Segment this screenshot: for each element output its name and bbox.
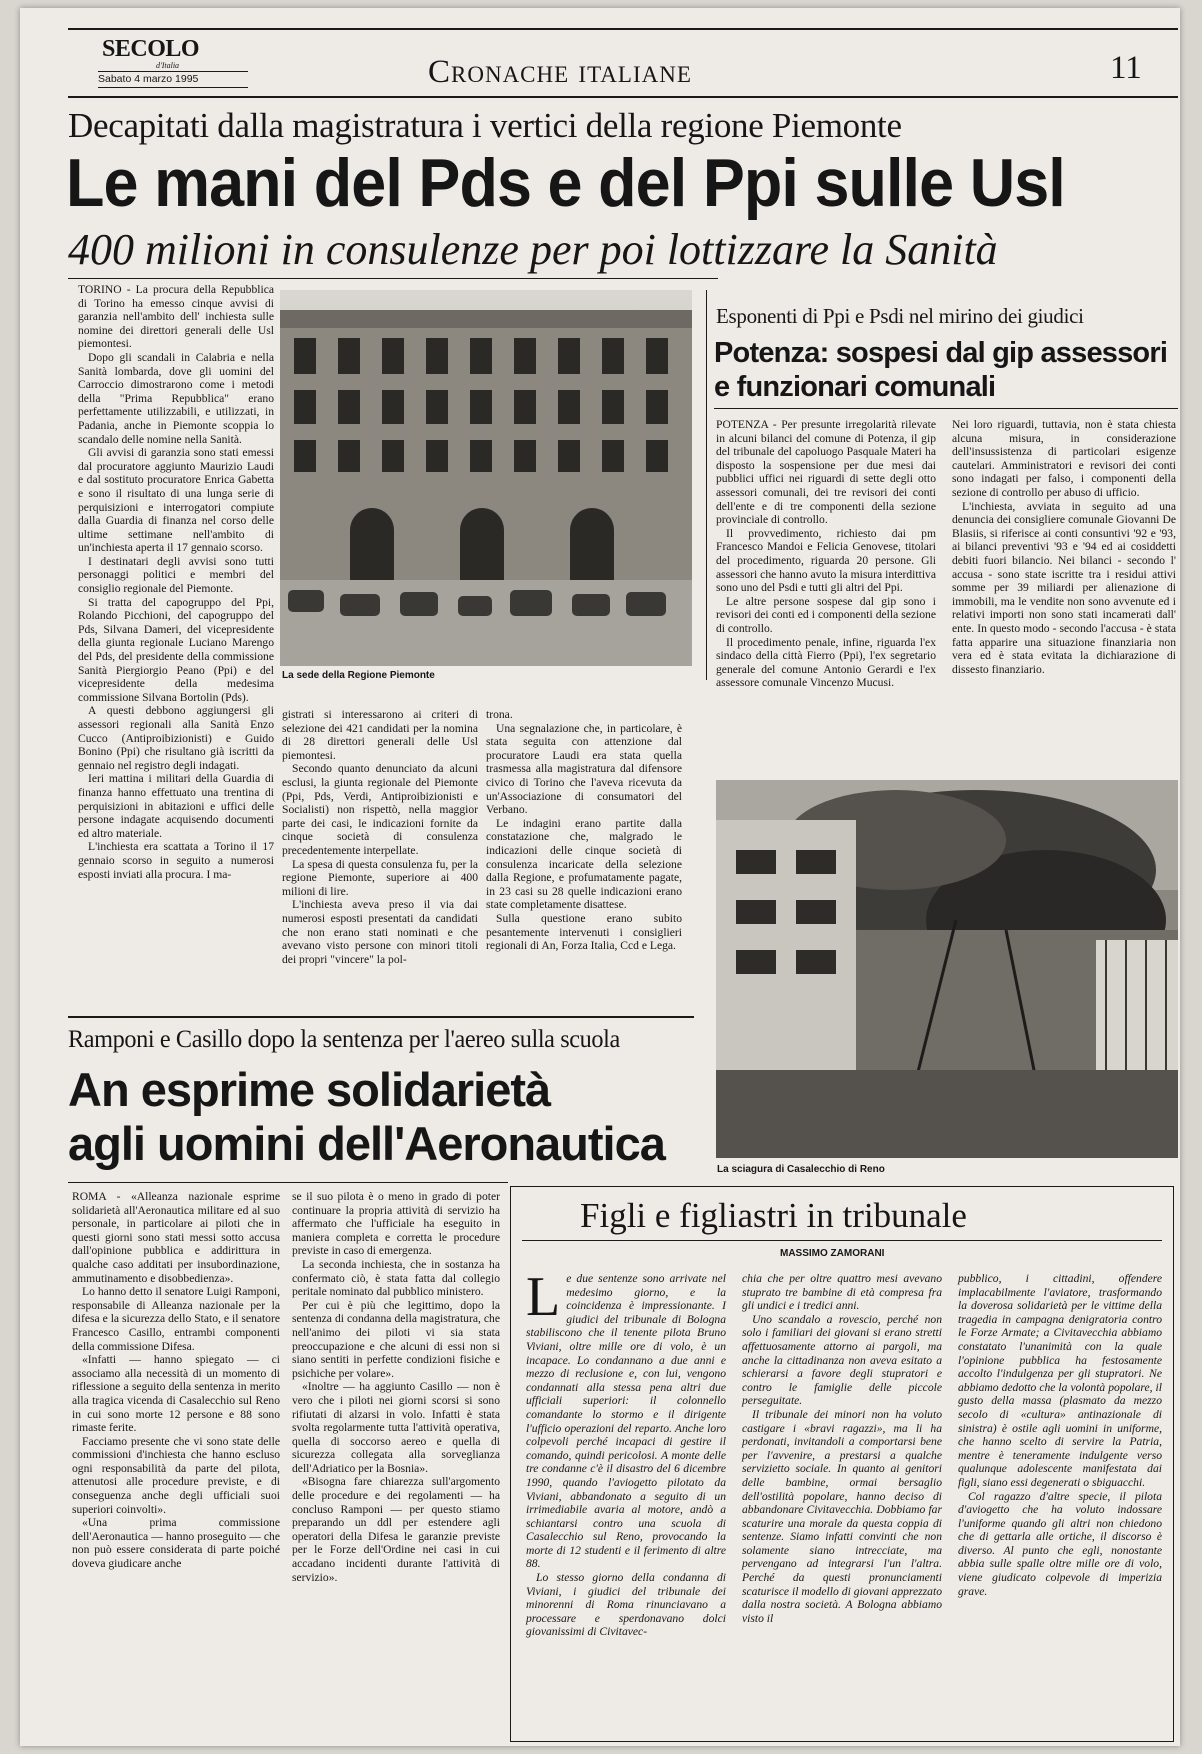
section-title: Cronache italiane	[428, 54, 692, 90]
page-number: 11	[1110, 50, 1142, 86]
lead-subhead: 400 milioni in consulenze per poi lottizzare la Sanità	[68, 225, 998, 274]
an-column-2: se il suo pilota è o meno in grado di poter continuare la propria attività di servizio ha affermato che l'ufficiale ha eseguito in maniera completa e corretta le procedure previste in caso di emergenza. La seconda inchiesta, che in sostanza ha confermato ciò, è stata fatta dal collegio peritale nominato dal pubblico ministero. Per cui è più che legittimo, dopo la sentenza di condanna della magistratura, che nell'animo dei piloti vi sia stata preoccupazione e che alcuni di essi non si siano sentiti in perfette condizioni fisiche e psichiche per volare». «Inoltre — ha aggiunto Casillo — non è vero che i piloti nei giorni scorsi si sono rifiutati di alzarsi in volo. Infatti è stata svolta regolarmente tutta l'attività operativa, quella di soccorso aereo e quella di sicurezza collegata alla sorveglianza dell'Adriatico per la Bosnia». «Bisogna fare chiarezza sull'argomento delle procedure e dei regolamenti — ha concluso Ramponi — per questo stiamo preparando un ddl per estendere agli operatori della Difesa le garanzie previste per le Forze dell'Ordine nei casi in cui accadano incidenti durante l'attività di servizio».	[292, 1190, 500, 1584]
an-headline-line1: An esprime solidarietà	[68, 1063, 551, 1116]
an-kicker: Ramponi e Casillo dopo la sentenza per l'aereo sulla scuola	[68, 1026, 620, 1053]
an-headline-line2: agli uomini dell'Aeronautica	[68, 1117, 665, 1170]
potenza-column-1: POTENZA - Per presunte irregolarità rilevate in alcuni bilanci del comune di Potenza, il gip del tribunale del capoluogo Pasquale Materi ha disposto la sospensione per due mesi dai pubblici uffici nei riguardi di sette degli otto assessori comunali, dei tre revisori dei conti dell'ente e di tre componenti della sezione provinciale di controllo. Il provvedimento, richiesto dai pm Francesco Mandoi e Felicia Genovese, titolari del procedimento, riguarda 20 persone. Gli assessori che hanno avuto la misura interdittiva sono uno del Psdi e tutti gli altri del Ppi. Le altre persone sospese dal gip sono i revisori dei conti ed i componenti della sezione di controllo. Il procedimento penale, infine, riguarda l'ex sindaco della città Fierro (Ppi), l'ex segretario generale del comune Antonio Gerardi e l'ex assessore comunale Vincenzo Mucusi.	[716, 418, 936, 690]
casalecchio-fire-photo	[716, 780, 1178, 1158]
editorial-column-3: pubblico, i cittadini, offendere implacabilmente l'aviatore, trasformando la doverosa solidarietà per le vittime della tragedia in campagna denigratoria contro le Forze Armate; a Civitavecchia abbiamo constatato l'unanimità con la quale l'opinione pubblica ha festosamente accolto l'indulgenza per gli stupratori. Ne abbiamo dedotto che la volontà popolare, il gusto della massa (plasmato da mezzo secolo di «cultura» antinazionale di sinistra) è ostile agli uomini in uniforme, che hanno scelto di servire la Patria, mentre è teneramente indulgente verso qualunque adolescente manifestata dai figli, siano essi degenerati o sbiguacchi. Col ragazzo d'altre specie, il pilota d'aviogetto che ha voluto indossare l'uniforme quando gli altri non chiedono che di gettarla alle ortiche, il discorso è diverso. Al punto che egli, nonostante abbia sulle spalle oltre mille ore di volo, viene giudicato colpevole di imperizia grave.	[958, 1272, 1162, 1598]
potenza-kicker: Esponenti di Ppi e Psdi nel mirino dei giudici	[716, 304, 1084, 328]
editorial-dropcap: L	[526, 1266, 561, 1328]
masthead-logo: SECOLO	[102, 36, 200, 62]
masthead-logo-sub: d'Italia	[156, 61, 180, 70]
editorial-author: MASSIMO ZAMORANI	[780, 1248, 885, 1259]
lead-column-3: trona. Una segnalazione che, in particolare, è stata seguita con attenzione dal procuratore Laudi era stata quella trasmessa alla magistratura dal difensore civico di Torino che l'aveva ricevuta da un'Associazione di consumatori del Verbano. Le indagini erano partite dalla constatazione che, malgrado le indicazioni delle cinque società di consulenza incaricate della selezione dalla Regione, e profumatamente pagate, in 23 casi su 28 quelle indicazioni erano state completamente disattese. Sulla questione erano subito pesantemente intervenuti i consiglieri regionali di An, Forza Italia, Ccd e Lega.	[486, 708, 682, 953]
lead-column-2: gistrati si interessarono ai criteri di selezione dei 421 candidati per la nomina di 28 direttori generali delle Usl piemontesi. Secondo quanto denunciato da alcuni esclusi, la giunta regionale del Piemonte (Ppi, Pds, Verdi, Antiproibizionisti e Socialisti) non rispettò, nella maggior parte dei casi, le indicazioni fornite da cinque società di consulenza precedentemente interpellate. La spesa di questa consulenza fu, per la regione Piemonte, superiore ai 400 milioni di lire. L'inchiesta aveva preso il via dai numerosi esposti presentati da candidati che non erano stati nominati e che avevano visto persone con minori titoli dei propri "vincere" la pol-	[282, 708, 478, 966]
editorial-column-2: chia che per oltre quattro mesi avevano stuprato tre bambine di età compresa fra gli undici e i tredici anni. Uno scandalo a rovescio, perché non solo i familiari dei giovani si erano stretti affettuosamente attorno ai pargoli, ma anche la cittadinanza non aveva esitato a schierarsi a favore degli stupratori e contro le famiglie delle piccole perseguitate. Il tribunale dei minori non ha voluto castigare i «bravi ragazzi», ma li ha perdonati, invitandoli a comportarsi bene per l'avvenire, a prestarsi a qualche servizietto sociale. In quanto ai genitori delle bambine, ormai bersaglio dell'ostilità popolare, hanno deciso di abbandonare Civitavecchia. Dobbiamo far scaturire una morale da questa coppia di sentenze. Siamo infatti convinti che non solamente siano intrecciate, ma pervengano ad integrarsi l'un l'altra. Perché da questi pronunciamenti scaturisce il modello di giovani apprezzato dalla nostra società. A Bologna abbiamo visto il	[742, 1272, 942, 1625]
newspaper-page	[20, 8, 1180, 1746]
masthead-date: Sabato 4 marzo 1995	[98, 73, 199, 85]
lead-photo-caption: La sede della Regione Piemonte	[282, 670, 435, 681]
regione-piemonte-photo	[280, 290, 692, 666]
editorial-title: Figli e figliastri in tribunale	[580, 1196, 967, 1235]
an-column-1: ROMA - «Alleanza nazionale esprime solidarietà all'Aeronautica militare ed al suo personale, in particolare ai piloti che in questi giorni sono stati messi sotto accusa dall'opinione pubblica e addirittura in qualche caso additati per insubordinazione, ammutinamento e disobbedienza». Lo hanno detto il senatore Luigi Ramponi, responsabile di Alleanza nazionale per la difesa e la sicurezza dello Stato, e il senatore Francesco Casillo, entrambi componenti della commissione Difesa. «Infatti — hanno spiegato — ci associamo alla necessità di un momento di riflessione a seguito della sentenza in merito alla tragica vicenda di Casalecchio sul Reno in cui sono morte 12 persone e 88 sono rimaste ferite. Facciamo presente che vi sono state delle commissioni d'inchiesta che hanno escluso ogni responsabilità da parte del pilota, attenutosi alle procedure previste, e di conseguenza anche degli ufficiali suoi superiori coinvolti». «Una prima commissione dell'Aeronautica — hanno proseguito — che non può essere considerata di parte poiché doveva giudicare anche	[72, 1190, 280, 1571]
potenza-column-2: Nei loro riguardi, tuttavia, non è stata chiesta alcuna misura, in considerazione dell'insussistenza di particolari esigenze cautelari. Amministratori e revisori dei conti sono indagati per falso, i componenti della sezione di controllo per abuso di ufficio. L'inchiesta, avviata in seguito ad una denuncia dei consigliere comunale Giovanni De Blasiis, si riferisce ai conti consuntivi '92 e '93, ai bilanci preventivi '93 e '94 ed ai cosiddetti debiti fuori bilancio. Nei bilanci - secondo l' accusa - sono state iscritte tra i residui attivi somme per 39 miliardi per alienazione di immobili, ma le vendite non sono avvenute ed i relativi importi non sono stati incamerati dall' ente. In questo modo - secondo l'accusa - è stata fatta apparire una situazione finanziaria non vera ed è stata evitata la dichiarazione di dissesto finanziario.	[952, 418, 1176, 676]
editorial-column-1: Le due sentenze sono arrivate nel medesimo giorno, e la coincidenza è impressionante. I giudici del tribunale di Bologna stabiliscono che il tenente pilota Bruno Viviani, oltre mille ore di volo, è un incapace. Lo condannano a due anni e mezzo di reclusione e, con lui, vengono condannati alla stessa pena altri due ufficiali superiori: il colonnello comandante lo stormo e il dirigente l'ufficio operazioni del reparto. Anche loro colpevoli perché incapaci di gestire il comando, quindi pericolosi. A monte delle tre condanne c'è il disastro del 6 dicembre 1990, quando l'aviogetto pilotato da Viviani, abbandonato a seguito di un irrimediabile avaria al motore, andò a schiantarsi contro una scuola di Casalecchio sul Reno, provocando la morte di 12 studenti e il ferimento di altre 88. Lo stesso giorno della condanna di Viviani, i giudici del tribunale dei minorenni di Roma rinunciavano a processare e sperdonavano dolci giovanissimi di Civitavec-	[526, 1266, 726, 1639]
lead-headline: Le mani del Pds e del Ppi sulle Usl	[66, 145, 1065, 221]
lead-kicker: Decapitati dalla magistratura i vertici della regione Piemonte	[68, 106, 902, 145]
lead-column-1: TORINO - La procura della Repubblica di Torino ha emesso cinque avvisi di garanzia nell'ambito dell' inchiesta sulle nomine dei direttori generali delle Usl piemontesi. Dopo gli scandali in Calabria e nella Sanità lombarda, dove gli uomini del Carroccio dimostrarono come i metodi della "Prima Repubblica" erano perfettamente utilizzabili, e utilizzati, in Padania, anche in Piemonte scoppia lo scandalo delle nomine nella Sanità. Gli avvisi di garanzia sono stati emessi dal procuratore aggiunto Maurizio Laudi e dal sostituto procuratore Enrica Gabetta e sono il risultato di una lunga serie di perquisizioni e interrogatori compiute dalla Guardia di finanza nel corso delle ultime settimane nell'ambito di un'inchiesta aperta il 17 gennaio scorso. I destinatari degli avvisi sono tutti personaggi politici e membri del consiglio regionale del Piemonte. Si tratta del capogruppo del Ppi, Rolando Picchioni, del capogruppo del Pds, Silvana Dameri, del vicepresidente della giunta regionale Luciano Marengo del Pds, del presidente della commissione Sanità Piergiorgio Peano (Ppi) e del vicepresidente della medesima commissione Silvana Bortolin (Pds). A questi debbono aggiungersi gli assessori regionali alla Sanità Enzo Cucco (Antiproibizionisti) e Guido Bonino (Ppi) che risultano già iscritti da gennaio nel registro degli indagati. Ieri mattina i militari della Guardia di finanza hanno effettuato una trentina di perquisizioni in abitazioni e uffici delle persone indagate acquisendo documenti ed altro materiale. L'inchiesta era scattata a Torino il 17 gennaio scorso in seguito a numerosi esposti inviati alla procura. I ma-	[78, 283, 274, 881]
fire-photo-caption: La sciagura di Casalecchio di Reno	[717, 1164, 885, 1175]
potenza-headline: Potenza: sospesi dal gip assessori e funzionari comunali	[714, 337, 1168, 403]
